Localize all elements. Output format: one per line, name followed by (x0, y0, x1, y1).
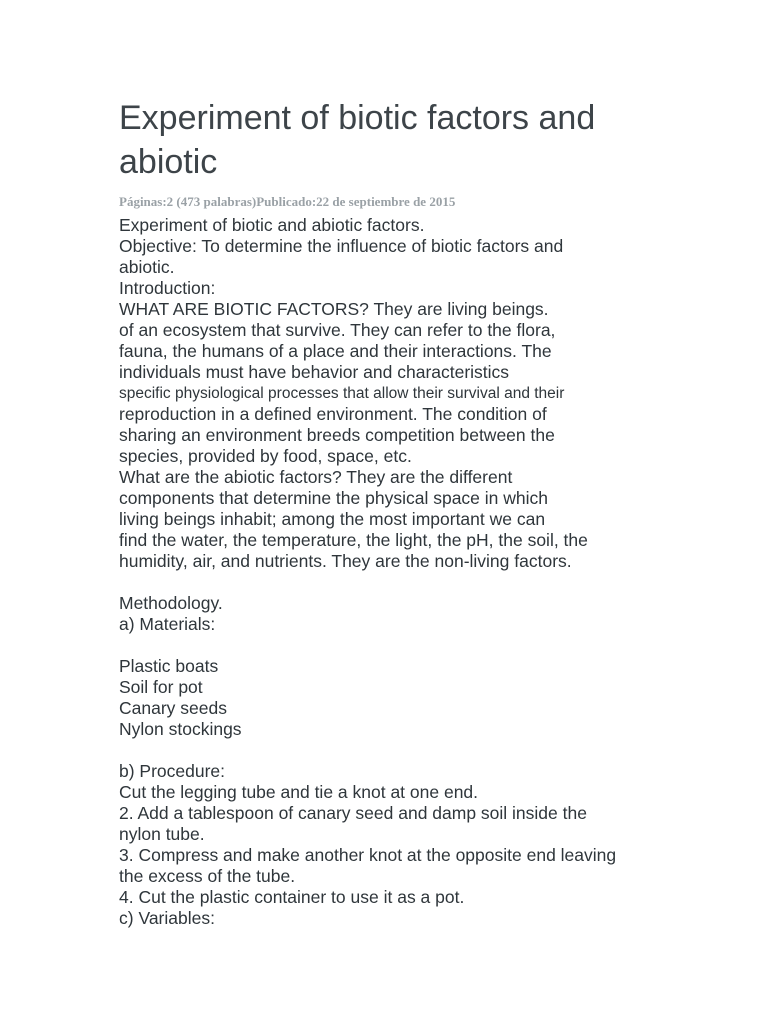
body-line: What are the abiotic factors? They are the different (119, 467, 513, 487)
body-line: Objective: To determine the influence of biotic factors and (119, 236, 564, 256)
blank-line (119, 740, 719, 761)
blank-line (119, 635, 719, 656)
body-line: specific physiological processes that allow their survival and their (119, 385, 565, 402)
body-line: find the water, the temperature, the light, the pH, the soil, the (119, 530, 588, 550)
body-line: components that determine the physical space in which (119, 488, 548, 508)
body-line: sharing an environment breeds competition between the (119, 425, 555, 445)
body-line: WHAT ARE BIOTIC FACTORS? They are living beings. (119, 299, 549, 319)
body-line: humidity, air, and nutrients. They are the non-living factors. (119, 551, 572, 571)
procedure-step: 2. Add a tablespoon of canary seed and damp soil inside the (119, 803, 587, 823)
document-body (119, 215, 719, 929)
body-line: reproduction in a defined environment. The condition of (119, 404, 547, 424)
subsection-heading: a) Materials: (119, 614, 216, 634)
procedure-step: 3. Compress and make another knot at the opposite end leaving (119, 845, 617, 865)
body-line: Introduction: (119, 278, 216, 298)
blank-line (119, 572, 719, 593)
body-line: living beings inhabit; among the most important we can (119, 509, 546, 529)
subsection-heading: c) Variables: (119, 908, 215, 928)
procedure-step: 4. Cut the plastic container to use it as a pot. (119, 887, 465, 907)
materials-item: Nylon stockings (119, 719, 242, 739)
title-line: abiotic (119, 143, 218, 181)
body-line: Experiment of biotic and abiotic factors. (119, 215, 425, 235)
title-line: Experiment of biotic factors and (119, 99, 596, 137)
subsection-heading: b) Procedure: (119, 761, 226, 781)
document-meta: Páginas:2 (473 palabras)Publicado:22 de septiembre de 2015 (119, 194, 456, 209)
procedure-step: the excess of the tube. (119, 866, 296, 886)
procedure-step: nylon tube. (119, 824, 205, 844)
materials-item: Soil for pot (119, 677, 203, 697)
materials-item: Canary seeds (119, 698, 227, 718)
body-line: of an ecosystem that survive. They can refer to the flora, (119, 320, 556, 340)
procedure-step: Cut the legging tube and tie a knot at one end. (119, 782, 479, 802)
body-line: individuals must have behavior and characteristics (119, 362, 510, 382)
document-title (119, 96, 719, 184)
document-page (119, 96, 719, 929)
body-line: abiotic. (119, 257, 175, 277)
materials-item: Plastic boats (119, 656, 219, 676)
section-heading: Methodology. (119, 593, 223, 613)
body-line: species, provided by food, space, etc. (119, 446, 412, 466)
body-line: fauna, the humans of a place and their interactions. The (119, 341, 552, 361)
